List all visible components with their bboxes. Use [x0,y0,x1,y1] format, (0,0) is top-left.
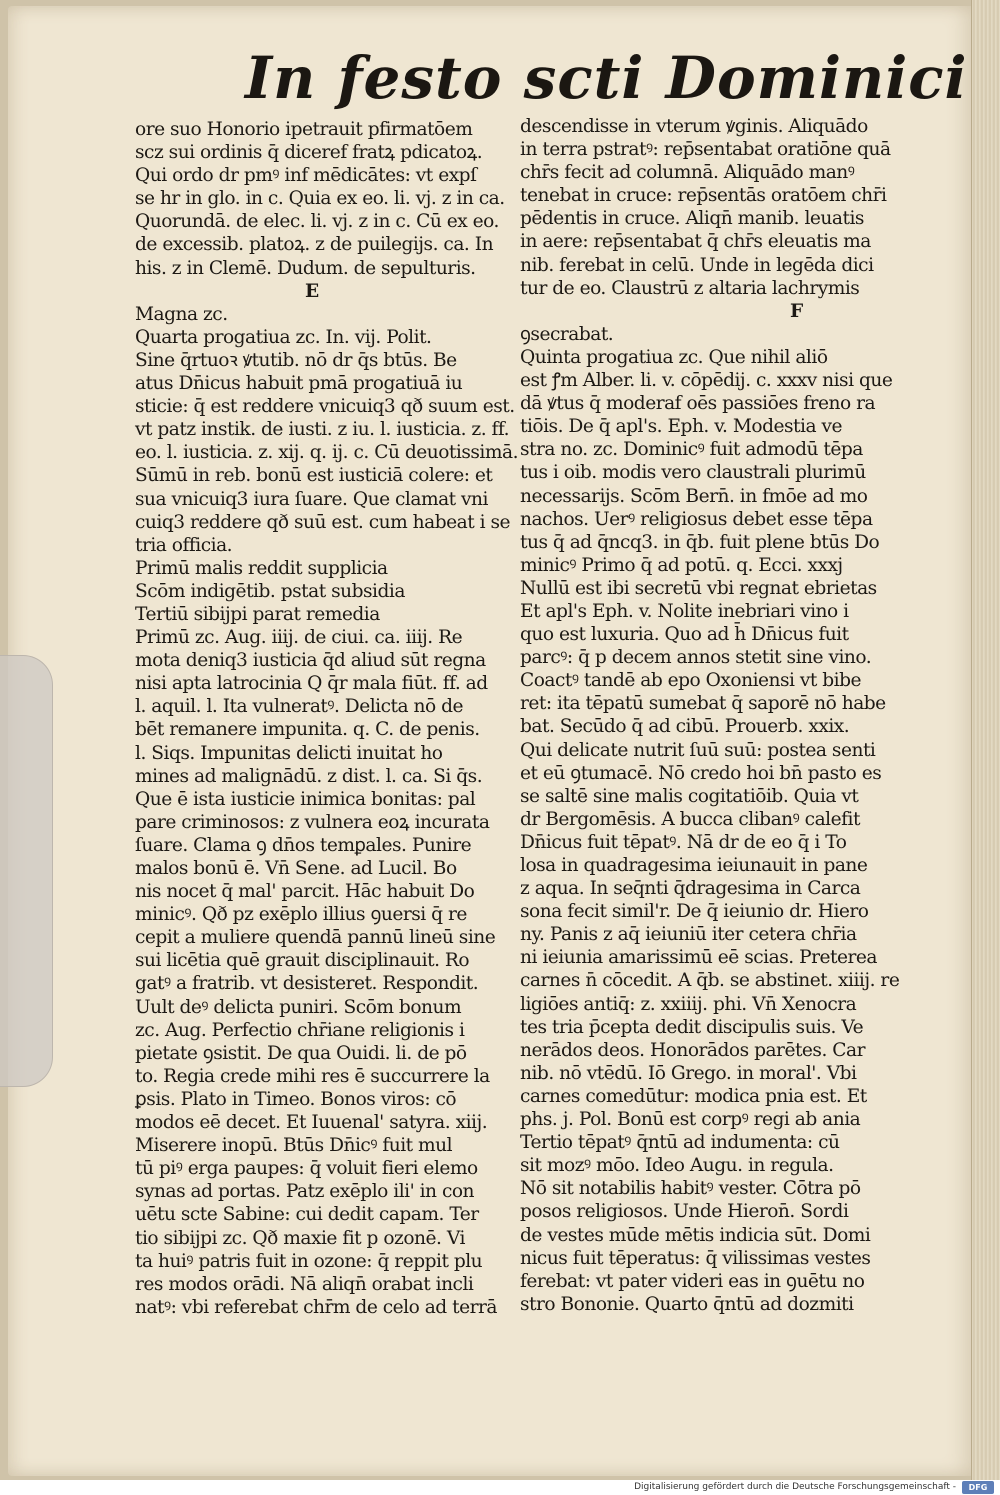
text-line: Sine q̄rtuoꝛ ꝟtutib. nō dr q̄s btūs. Be [135,349,457,371]
text-line: tenebat in cruce: rep̄sentās oratōem chr̄i [520,185,887,207]
text-line: et eū ꝯtumacē. Nō credo hoi bn̄ pasto es [520,762,882,784]
text-line: dr Bergomēsis. A bucca clibanꝰ calefit [520,808,860,830]
text-line: ore suo Honorio ipetrauit pfirmatōem [135,119,473,140]
text-line: Scōm indigētib. pstat subsidia [135,580,405,602]
text-line: Primū malis reddit supplicia [135,557,388,579]
text-line: sui licētia quē grauit disciplinauit. Ro [135,950,470,972]
text-line: ta huiꝰ patris fuit in ozone: q̄ reppit plu [135,1250,483,1272]
text-line: Quarta progatiua zc. In. vij. Polit. [135,326,432,348]
text-line: ny. Panis z aq̄ ieiuniū iter cetera chr̄ia [520,924,857,946]
text-line: uētu scte Sabine: cui dedit capam. Ter [135,1204,479,1226]
text-line: nib. nō vtēdū. Iō Grego. in moral'. Vbi [520,1062,857,1084]
text-line: atus Dn̄icus habuit pmā progatiuā iu [135,373,463,395]
text-line: tiōis. De q̄ apl's. Eph. v. Modestia ve [520,416,842,438]
text-line: to. Regia crede mihi res ē succurrere la [135,1065,490,1087]
page-fore-edge [971,0,1000,1480]
text-line: ferebat: vt pater videri eas in ꝯuētu no [520,1270,865,1292]
text-line: se saltē sine malis cogitatiōib. Quia vt [520,785,859,807]
text-line: ni ieiunia amarissimū eē scias. Preterea [520,947,877,969]
text-line: stro Bononie. Quarto q̄ntū ad dozmiti [520,1293,854,1315]
text-line: cepit a muliere quendā pannū lineū sine [135,927,496,949]
text-line: bēt remanere impunita. q. C. de penis. [135,719,480,741]
text-line: se hr in glo. in c. Quia ex eo. li. vj. z in ca. [135,188,505,210]
text-line: quo est luxuria. Quo ad h̄ Dn̄icus fuit [520,624,849,646]
text-line: tur de eo. Claustrū z altaria lachrymis [520,277,860,299]
text-line: in terra pstratꝰ: rep̄sentabat oratiōne quā [520,139,891,161]
text-line: tū piꝰ erga paupes: q̄ voluit fieri elemo [135,1158,478,1180]
text-line: his. z in Clemē. Dudum. de sepulturis. [135,257,476,279]
text-line: de vestes mūde mētis indicia sūt. Domi [520,1224,871,1246]
text-line: Qui ordo dr pmꝰ inf mēdicātes: vt expſ [135,165,477,187]
text-line: chr̄s fecit ad columnā. Aliquādo manꝰ [520,162,855,184]
text-line: Et apl's Eph. v. Nolite inebriari vino i [520,600,849,622]
page-clip [0,655,53,1087]
text-line: z aqua. In seq̄nti q̄dragesima in Carca [520,878,861,900]
text-line: nis nocet q̄ mal' parcit. Hāc habuit Do [135,881,475,903]
text-line: natꝰ: vbi referebat chr̄m de celo ad terrā [135,1296,497,1318]
text-line: tus q̄ ad q̄ncq3. in q̄b. fuit plene btūs Do [520,531,880,553]
text-line: parcꝰ: q̄ p decem annos stetit sine vino. [520,647,872,669]
text-line: ligiōes antiq̄: z. xxiiij. phi. Vn̄ Xenocra [520,993,857,1015]
text-line: scz sui ordinis q̄ diceref fratꝝ pdicatoꝝ. [135,142,483,164]
text-line: malos bonū ē. Vn̄ Sene. ad Lucil. Bo [135,858,457,879]
text-line: bat. Secūdo q̄ ad cibū. Prouerb. xxix. [520,716,850,738]
text-line: Quinta progatiua zc. Que nihil aliō [520,346,828,368]
text-line: necessarijs. Scōm Bern̄. in fmōe ad mo [520,485,868,507]
text-line: cuiq3 reddere qð suū est. cum habeat i se [135,511,510,533]
text-line: pare criminosos: z vulnera eoꝝ incurata [135,811,490,833]
page-title: In festo scti Dominici [245,44,968,112]
text-line: Tertio tēpatꝰ q̄ntū ad indumenta: cū [520,1132,840,1154]
text-line: l. aquil. l. Ita vulneratꝰ. Delicta nō de [135,696,463,718]
text-line: sua vnicuiq3 iura ſuare. Que clamat vni [135,488,488,510]
marginal-letter-f: F [790,300,803,322]
text-line: nisi apta latrocinia Q q̄r mala fiūt. ff. ad [135,673,488,695]
text-line: pēdentis in cruce. Aliqn̄ manib. leuatis [520,208,864,230]
text-line: vt patz instik. de iusti. z iu. l. iusticia. z. ff. [135,419,510,441]
text-line: Que ē ista iusticie inimica bonitas: pal [135,788,476,810]
text-line: dā ꝟtus q̄ moderaf oēs passiōes freno ra [520,393,876,415]
text-line: carnes n̄ cōcedit. A q̄b. se abstinet. xiiij. re [520,970,900,992]
text-line: descendisse in vterum ꝟginis. Aliquādo [520,116,868,137]
text-line: ſuare. Clama ꝯ dn̄os temꝑales. Punire [135,834,472,856]
text-line: mines ad malignādū. z dist. l. ca. Si q̄s. [135,765,483,787]
text-line: nicus fuit tēperatus: q̄ vilissimas vestes [520,1247,871,1269]
text-line: in aere: rep̄sentabat q̄ chr̄s eleuatis ma [520,231,871,253]
text-line: Qui delicate nutrit ſuū suū: postea senti [520,739,876,761]
text-line: Sūmū in reb. bonū est iusticiā colere: et [135,465,493,487]
text-line: minicꝰ. Qð pz exēplo illius ꝯuersi q̄ re [135,904,467,926]
text-line: Uult deꝰ delicta puniri. Scōm bonum [135,996,462,1018]
text-line: minicꝰ Primo q̄ ad potū. q. Ecci. xxxj [520,554,843,576]
text-line: nachos. Uerꝰ religiosus debet esse tēpa [520,508,873,530]
text-line: synas ad portas. Patz exēplo ili' in con [135,1181,475,1203]
text-line: tria officia. [135,534,233,556]
digitization-credit: Digitalisierung gefördert durch die Deutsche Forschungsgemeinschaft - [634,1482,956,1492]
text-line: tus i oib. modis vero claustrali plurimū [520,462,866,484]
text-line: zc. Aug. Perfectio chr̄iane religionis i [135,1019,465,1041]
text-line: tes tria p̄cepta dedit discipulis suis. Ve [520,1016,864,1038]
text-line: eo. l. iusticia. z. xij. q. ij. c. Cū deuotissimā. [135,442,519,464]
text-line: mota deniq3 iusticia q̄d aliud sūt regna [135,650,486,672]
text-line: pietate ꝯsistit. De qua Ouidi. li. de pō [135,1042,467,1064]
text-line: sticie: q̄ est reddere vnicuiq3 qð suum est. [135,396,515,418]
text-line: Coactꝰ tandē ab epo Oxoniensi vt bibe [520,670,862,692]
text-line: nib. ferebat in celū. Unde in legēda dici [520,254,874,276]
text-line: Tertiū sibijpi parat remedia [135,603,380,625]
text-line: l. Siqs. Impunitas delicti inuitat ho [135,742,443,764]
text-line: gatꝰ a fratrib. vt desisteret. Respondit. [135,973,479,995]
text-line: phs. j. Pol. Bonū est corpꝰ regi ab ania [520,1109,861,1131]
text-line: tio sibijpi zc. Qð maxie fit p ozonē. Vi [135,1227,465,1249]
text-line: Magna zc. [135,303,228,325]
right-text-column [520,115,912,1316]
text-line: ꝯsecrabat. [520,323,614,345]
text-line: Primū zc. Aug. iiij. de ciui. ca. iiij. Re [135,627,463,649]
text-line: de excessib. platoꝝ. z de puilegijs. ca. In [135,234,494,256]
text-line: ꝑsis. Plato in Timeo. Bonos viros: cō [135,1088,457,1110]
left-text-column [135,118,519,1319]
text-line: ret: ita tēpatū sumebat q̄ saporē nō habe [520,693,886,715]
text-line: carnes comedūtur: modica pnia est. Et [520,1085,867,1107]
text-line: Nullū est ibi secretū vbi regnat ebrietas [520,577,877,599]
dfg-logo: DFG [962,1481,994,1494]
text-line: nerādos deos. Honorādos parētes. Car [520,1039,865,1061]
text-line: losa in quadragesima ieiunauit in pane [520,855,868,876]
text-line: sona fecit simil'r. De q̄ ieiunio dr. Hiero [520,901,869,923]
text-line: modos eē decet. Et Iuuenal' satyra. xiij. [135,1112,488,1134]
text-line: Miserere inopū. Btūs Dn̄icꝰ fuit mul [135,1135,453,1157]
text-line: est ꝭm Alber. li. v. cōpēdij. c. xxxv nisi que [520,370,893,392]
text-line: posos religiosos. Unde Hieron̄. Sordi [520,1201,849,1223]
text-line: Nō sit notabilis habitꝰ vester. Cōtra pō [520,1178,861,1200]
text-line: stra no. zc. Dominicꝰ fuit admodū tēpa [520,439,863,461]
text-line: Quorundā. de elec. li. vj. z in c. Cū ex eo. [135,211,499,233]
marginal-letter-e: E [305,280,319,302]
text-line: sit mozꝰ mōo. Ideo Augu. in regula. [520,1155,834,1177]
text-line: res modos orādi. Nā aliqn̄ orabat incli [135,1273,474,1295]
text-line: Dn̄icus fuit tēpatꝰ. Nā dr de eo q̄ i To [520,831,847,853]
